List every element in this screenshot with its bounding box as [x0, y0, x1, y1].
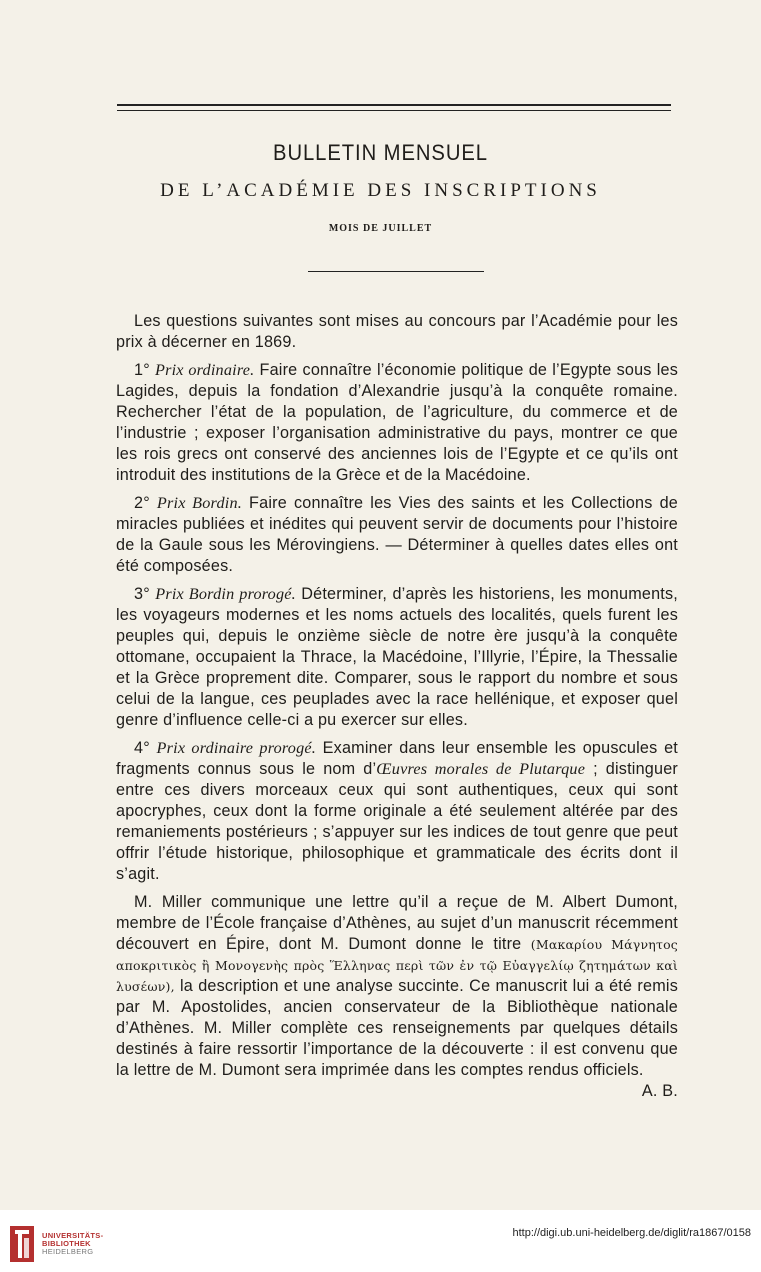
greek-title: (Μακαρίου Μάγνητος αποκριτικὸς ἢ Μονογενὴς πρὸς Ἕλληνας περὶ τῶν ἐν τῷ Εὐαγγελίῳ ζητημάτων καὶ λυσέων),: [116, 937, 679, 994]
prize-title: Prix Bordin prorogé.: [155, 585, 296, 603]
source-url-link[interactable]: http://digi.ub.uni-heidelberg.de/diglit/ra1867/0158: [512, 1227, 751, 1239]
paragraph-prize-1: 1° Prix ordinaire. Faire connaître l’économie politique de l’Egypte sous les Lagides, depuis la fondation d’Alexandrie jusqu’à la conquête romaine. Rechercher l’état de la population, de l’agriculture, du commerce et de l’industrie ; exposer l’organisation administrative du pays, montrer ce que les rois grecs ont conservé des anciennes lois de l’Egypte et ce qu’ils ont introduit des institutions de la Grèce et de la Macédoine.: [116, 361, 678, 484]
library-name: UNIVERSITÄTS- BIBLIOTHEK HEIDELBERG: [42, 1231, 104, 1256]
section-divider: [308, 271, 484, 272]
prize-title: Prix ordinaire.: [155, 361, 255, 379]
prize-title: Prix Bordin.: [156, 494, 242, 512]
work-title: Œuvres morales de Plutarque: [376, 760, 586, 778]
paragraph-prize-3: 3° Prix Bordin prorogé. Déterminer, d’après les historiens, les monuments, les voyageurs modernes et les noms actuels des localités, quels furent les peuples qui, depuis le onzième siècle de notre ère jusqu’à la conquête ottomane, occupaient la Thrace, la Macédoine, l’Illyrie, l’Épire, la Thessalie et la Grèce proprement dite. Comparer, sous le rapport du nombre et sous celui de la langue, ces peuplades avec la race hellénique, et exposer quel genre d’influence celle-ci a pu exercer sur elles.: [116, 585, 678, 729]
article-body: [116, 311, 678, 1102]
paragraph-miller: M. Miller communique une lettre qu’il a reçue de M. Albert Dumont, membre de l’École française d’Athènes, au sujet d’un manuscrit récemment découvert en Épire, dont M. Dumont donne le titre (Μακαρίου Μάγνητος αποκριτικὸς ἢ Μονογενὴς πρὸς Ἕλληνας περὶ τῶν ἐν τῷ Εὐαγγελίῳ ζητημάτων καὶ λυσέων), la description et une analyse succinte. Ce manuscrit lui a été remis par M. Apostolides, ancien conservateur de la Bibliothèque nationale d’Athènes. M. Miller complète ces renseignements par quelques détails destinés à faire ressortir l’importance de la découverte : il est convenu que la lettre de M. Dumont sera imprimée dans les comptes rendus officiels. A. B.: [116, 893, 679, 1100]
header-double-rule: [117, 104, 671, 111]
library-logo-icon: [10, 1226, 34, 1262]
paragraph-prize-2: 2° Prix Bordin. Faire connaître les Vies des saints et les Collections de miracles publiées et inédites qui peuvent servir de documents pour l’histoire de la Gaule sous les Mérovingiens. — Déterminer à quelles dates elles ont été composées.: [116, 494, 678, 575]
prize-title: Prix ordinaire prorogé.: [156, 739, 316, 757]
footer-bar: [0, 1210, 761, 1272]
page-subtitle: DE L’ACADÉMIE DES INSCRIPTIONS: [160, 180, 601, 201]
month-heading: MOIS DE JUILLET: [328, 223, 433, 234]
page-title: BULLETIN MENSUEL: [273, 140, 488, 165]
signature: A. B.: [641, 1082, 678, 1100]
paragraph-intro: Les questions suivantes sont mises au concours par l’Académie pour les prix à décerner en 1869.: [116, 312, 678, 351]
paragraph-prize-4: 4° Prix ordinaire prorogé. Examiner dans leur ensemble les opuscules et fragments connus sous le nom d’Œuvres morales de Plutarque ; distinguer entre ces divers morceaux ceux qui sont authentiques, ceux qui sont apocryphes, ceux dont la forme originale a été seulement altérée par des remaniements postérieurs ; s’appuyer sur les indices de tout genre que peut offrir l’étude historique, philosophique et grammaticale des écrits dont il s’agit.: [116, 739, 678, 883]
